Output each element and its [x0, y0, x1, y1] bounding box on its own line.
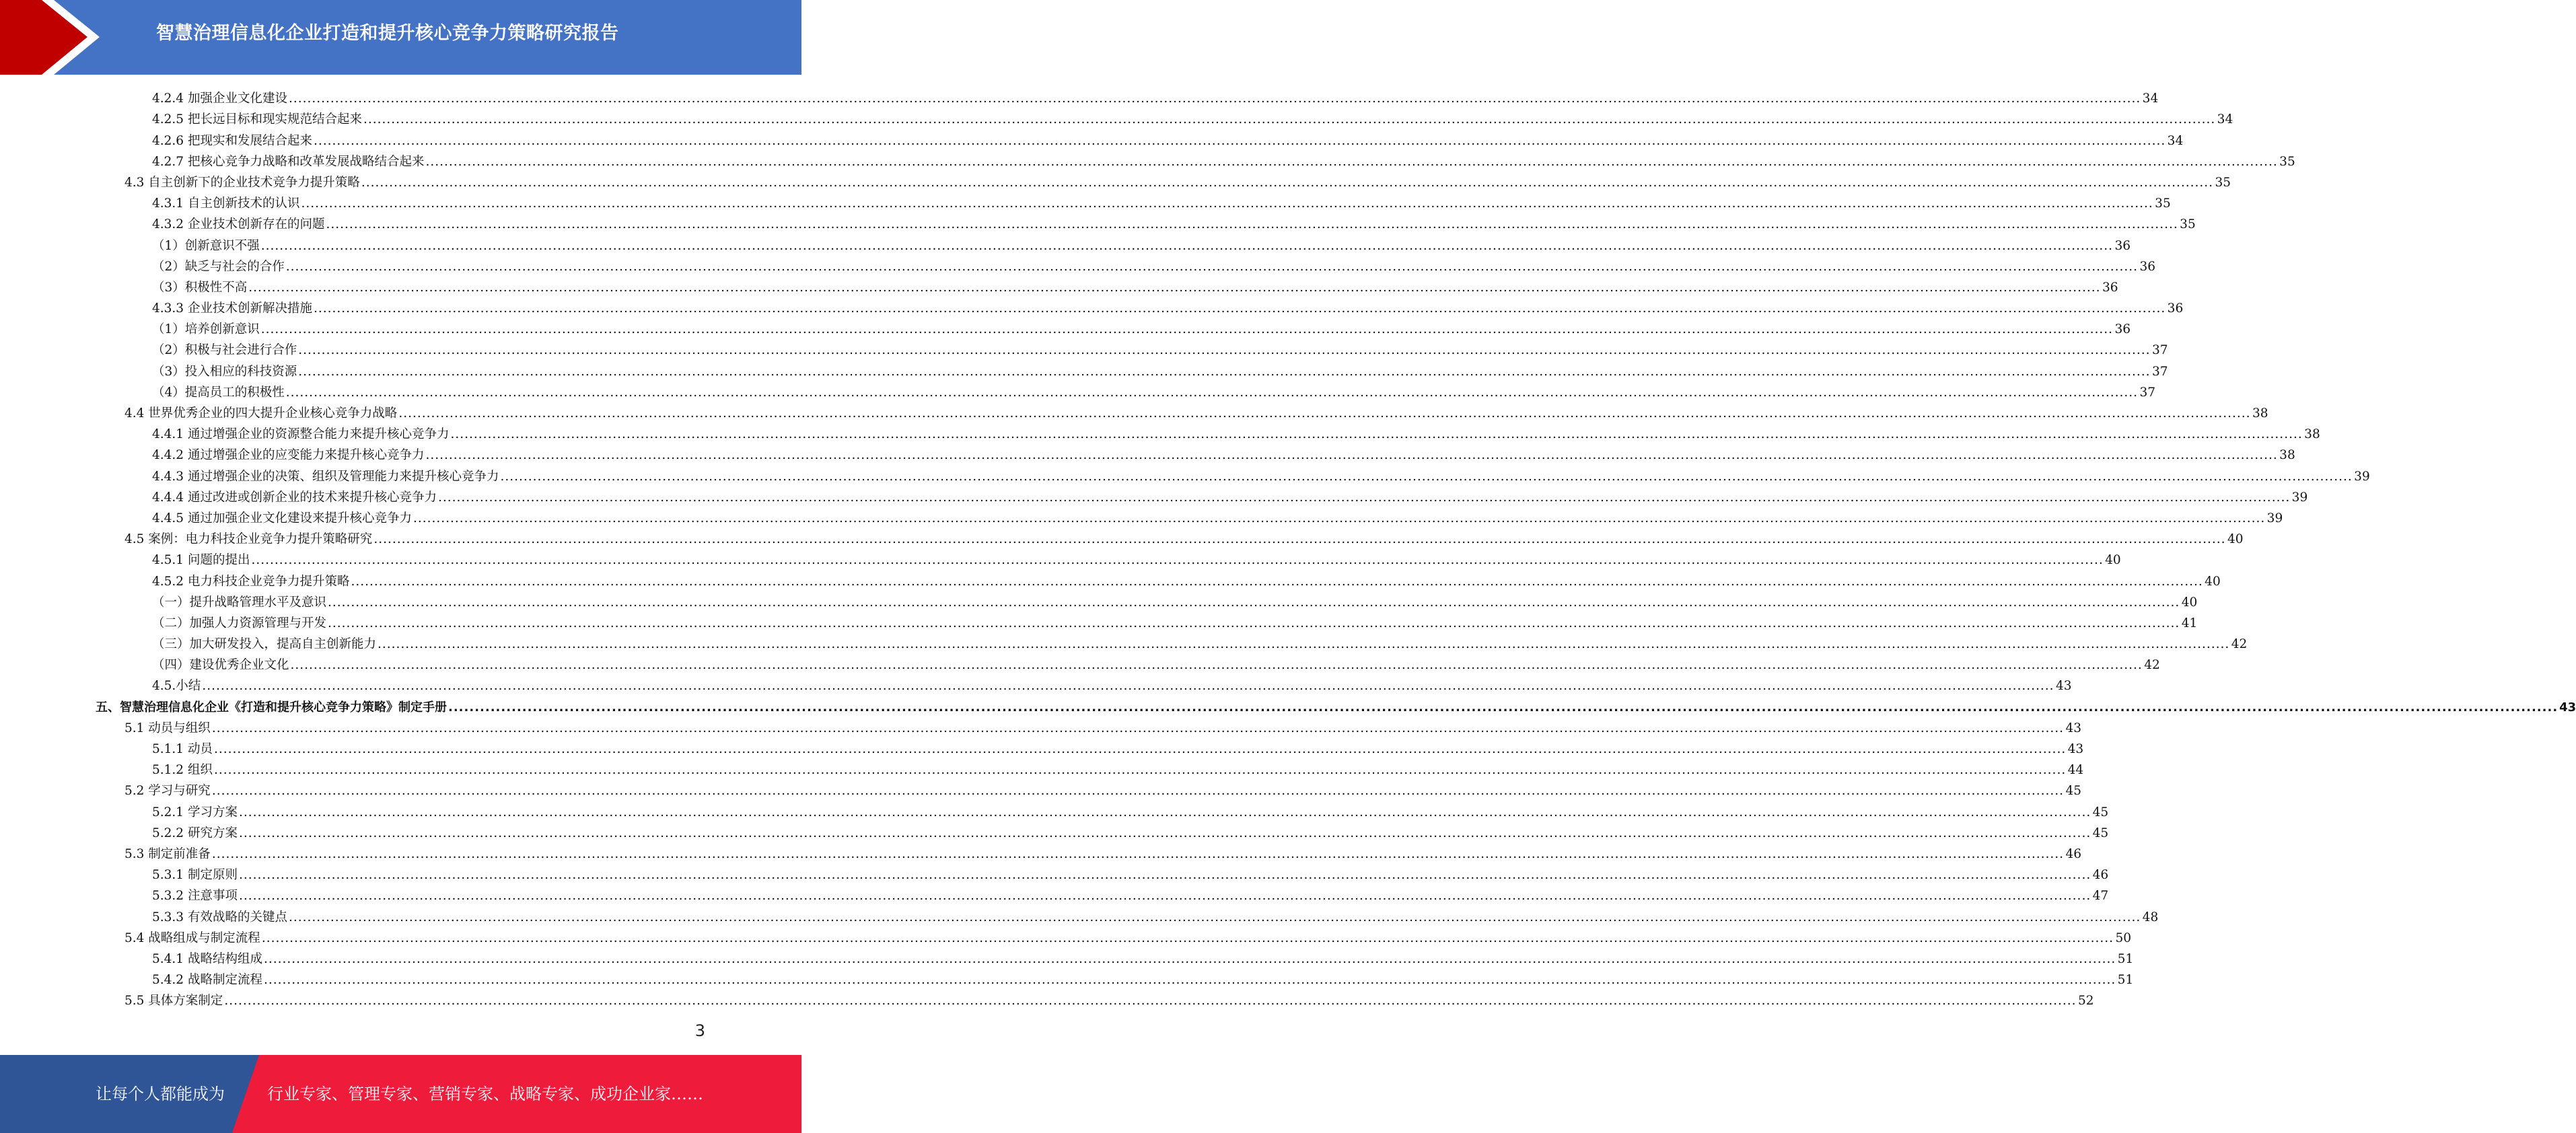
toc-entry-page: 44 — [2067, 763, 2084, 778]
toc-entry-page: 39 — [2266, 511, 2283, 525]
toc-dot-leader: ................................................................................................................................................................................................................................................................................................................................................................................................................ — [425, 448, 2278, 463]
toc-entry-page: 34 — [2217, 112, 2233, 127]
toc-entry[interactable] — [0, 505, 2283, 526]
toc-entry-label: 5.1 动员与组织 — [124, 721, 211, 735]
toc-entry-page: 52 — [2078, 994, 2094, 1009]
toc-entry-label: 4.4.4 通过改进或创新企业的技术来提升核心竞争力 — [152, 490, 437, 505]
toc-entry-label: 4.3.1 自主创新技术的认识 — [152, 196, 300, 211]
toc-entry-label: （二）加强人力资源管理与开发 — [152, 616, 327, 630]
toc-entry-label: （3）投入相应的科技资源 — [152, 364, 297, 379]
toc-entry-label: 5.4.2 战略制定流程 — [152, 973, 262, 988]
toc-entry[interactable] — [0, 568, 2221, 589]
toc-entry-label: 5.4 战略组成与制定流程 — [124, 930, 260, 945]
toc-dot-leader: ................................................................................................................................................................................................................................................................................................................................................................................................................ — [437, 490, 2291, 505]
toc-entry-page: 35 — [2279, 154, 2295, 169]
toc-entry-page: 39 — [2354, 469, 2370, 484]
toc-entry[interactable] — [0, 316, 2131, 337]
toc-entry[interactable] — [0, 799, 2109, 819]
toc-entry-page: 35 — [2155, 196, 2171, 211]
toc-entry[interactable] — [0, 106, 2233, 127]
toc-dot-leader: ................................................................................................................................................................................................................................................................................................................................................................................................................ — [351, 574, 2203, 589]
toc-dot-leader: ................................................................................................................................................................................................................................................................................................................................................................................................................ — [263, 973, 2116, 988]
toc-entry-label: （1）创新意识不强 — [152, 238, 260, 253]
toc-entry[interactable] — [0, 589, 2198, 610]
toc-entry-label: 4.4 世界优秀企业的四大提升企业核心竞争力战略 — [124, 406, 398, 421]
toc-dot-leader: ................................................................................................................................................................................................................................................................................................................................................................................................................ — [248, 280, 2101, 295]
toc-entry[interactable] — [0, 170, 2231, 190]
page-footer — [0, 1055, 801, 1133]
toc-entry-label: 5.4.1 战略结构组成 — [152, 951, 262, 966]
toc-entry-page: 40 — [2227, 532, 2244, 547]
toc-entry[interactable] — [0, 190, 2171, 211]
toc-entry-page: 43 — [2056, 679, 2072, 694]
toc-entry[interactable] — [0, 883, 2109, 904]
toc-entry-page: 38 — [2252, 406, 2268, 421]
toc-dot-leader: ................................................................................................................................................................................................................................................................................................................................................................................................................ — [298, 343, 2151, 358]
toc-entry[interactable] — [0, 778, 2082, 799]
toc-dot-leader: ................................................................................................................................................................................................................................................................................................................................................................................................................ — [288, 92, 2141, 106]
footer-slogan-right: 行业专家、管理专家、营销专家、战略专家、成功企业家…… — [267, 1085, 703, 1103]
toc-dot-leader: ................................................................................................................................................................................................................................................................................................................................................................................................................ — [238, 826, 2091, 840]
toc-entry-label: 4.4.2 通过增强企业的应变能力来提升核心竞争力 — [152, 448, 425, 463]
toc-entry-page: 38 — [2279, 448, 2295, 463]
toc-entry[interactable] — [0, 254, 2156, 275]
toc-dot-leader: ................................................................................................................................................................................................................................................................................................................................................................................................................ — [363, 112, 2216, 127]
toc-dot-leader: ................................................................................................................................................................................................................................................................................................................................................................................................................ — [251, 553, 2104, 568]
toc-entry[interactable] — [0, 211, 2196, 232]
toc-dot-leader: ................................................................................................................................................................................................................................................................................................................................................................................................................ — [361, 175, 2214, 190]
toc-entry-label: 五、智慧治理信息化企业《打造和提升核心竞争力策略》制定手册 — [96, 700, 447, 715]
toc-dot-leader: ................................................................................................................................................................................................................................................................................................................................................................................................................ — [260, 322, 2114, 337]
toc-entry[interactable] — [0, 988, 2094, 1009]
toc-entry[interactable] — [0, 841, 2082, 862]
toc-entry-label: 5.3 制定前准备 — [124, 846, 211, 861]
toc-entry-label: 4.3.3 企业技术创新解决措施 — [152, 301, 312, 316]
toc-dot-leader: ................................................................................................................................................................................................................................................................................................................................................................................................................ — [425, 154, 2278, 169]
toc-entry-page: 43 — [2559, 700, 2576, 715]
toc-entry[interactable] — [0, 610, 2198, 631]
toc-entry-label: （一）提升战略管理水平及意识 — [152, 595, 327, 610]
toc-entry-page: 46 — [2065, 846, 2082, 861]
toc-entry-page: 37 — [2139, 385, 2156, 400]
toc-entry[interactable] — [0, 946, 2134, 967]
toc-entry[interactable] — [0, 652, 2160, 673]
toc-dot-leader: ................................................................................................................................................................................................................................................................................................................................................................................................................ — [238, 805, 2091, 819]
toc-dot-leader: ................................................................................................................................................................................................................................................................................................................................................................................................................ — [285, 385, 2139, 400]
toc-entry-page: 47 — [2092, 889, 2109, 904]
toc-entry-page: 48 — [2142, 910, 2159, 924]
toc-entry-page: 36 — [2167, 301, 2184, 316]
toc-entry-page: 37 — [2151, 343, 2168, 358]
toc-entry-page: 34 — [2142, 92, 2159, 106]
toc-entry-page: 36 — [2114, 238, 2131, 253]
toc-dot-leader: ................................................................................................................................................................................................................................................................................................................................................................................................................ — [413, 511, 2266, 525]
toc-entry-page: 35 — [2215, 175, 2231, 190]
toc-dot-leader: ................................................................................................................................................................................................................................................................................................................................................................................................................ — [202, 679, 2054, 694]
toc-entry-page: 34 — [2167, 133, 2184, 148]
toc-entry-page: 45 — [2065, 784, 2082, 799]
toc-entry-page: 45 — [2092, 826, 2109, 840]
toc-entry-label: 4.5.小结 — [152, 679, 201, 694]
toc-dot-leader: ................................................................................................................................................................................................................................................................................................................................................................................................................ — [313, 133, 2166, 148]
toc-entry-label: 5.2 学习与研究 — [124, 784, 211, 799]
table-of-contents — [0, 85, 2576, 1009]
toc-entry-page: 36 — [2102, 280, 2118, 295]
toc-entry[interactable] — [0, 232, 2131, 253]
toc-entry-page: 50 — [2115, 930, 2132, 945]
toc-entry[interactable] — [0, 442, 2295, 463]
toc-entry[interactable] — [0, 379, 2156, 400]
toc-entry-label: 5.3.2 注意事项 — [152, 889, 238, 904]
toc-dot-leader: ................................................................................................................................................................................................................................................................................................................................................................................................................ — [211, 784, 2065, 799]
toc-entry[interactable] — [0, 400, 2268, 421]
toc-dot-leader: ................................................................................................................................................................................................................................................................................................................................................................................................................ — [285, 259, 2139, 274]
toc-entry[interactable] — [0, 421, 2320, 442]
toc-dot-leader: ................................................................................................................................................................................................................................................................................................................................................................................................................ — [263, 951, 2116, 966]
toc-entry-label: 4.2.6 把现实和发展结合起来 — [152, 133, 312, 148]
toc-entry[interactable] — [0, 694, 2576, 715]
toc-entry-page: 39 — [2291, 490, 2308, 505]
page-header — [0, 0, 801, 75]
toc-entry[interactable] — [0, 149, 2295, 170]
toc-entry-label: 5.2.1 学习方案 — [152, 805, 238, 819]
toc-entry-label: 5.3.3 有效战略的关键点 — [152, 910, 287, 924]
toc-entry-page: 35 — [2180, 217, 2196, 232]
toc-entry[interactable] — [0, 547, 2121, 568]
toc-entry[interactable] — [0, 526, 2244, 547]
toc-entry-label: 4.2.7 把核心竞争力战略和改革发展战略结合起来 — [152, 154, 425, 169]
toc-entry[interactable] — [0, 820, 2109, 841]
toc-entry-label: 5.3.1 制定原则 — [152, 868, 238, 883]
toc-entry-page: 36 — [2114, 322, 2131, 337]
toc-dot-leader: ................................................................................................................................................................................................................................................................................................................................................................................................................ — [398, 406, 2251, 421]
toc-entry-page: 38 — [2304, 427, 2320, 442]
toc-entry-label: 4.4.5 通过加强企业文化建设来提升核心竞争力 — [152, 511, 412, 525]
toc-dot-leader: ................................................................................................................................................................................................................................................................................................................................................................................................................ — [301, 196, 2153, 211]
toc-entry-page: 46 — [2092, 868, 2109, 883]
toc-entry[interactable] — [0, 736, 2084, 757]
toc-entry[interactable] — [0, 463, 2370, 484]
toc-entry-page: 37 — [2151, 364, 2168, 379]
toc-dot-leader: ................................................................................................................................................................................................................................................................................................................................................................................................................ — [238, 889, 2091, 904]
toc-entry-label: （3）积极性不高 — [152, 280, 248, 295]
toc-dot-leader: ................................................................................................................................................................................................................................................................................................................................................................................................................ — [290, 658, 2143, 673]
toc-entry-label: 4.5.2 电力科技企业竞争力提升策略 — [152, 574, 350, 589]
toc-entry[interactable] — [0, 358, 2168, 379]
toc-entry-page: 40 — [2105, 553, 2121, 568]
toc-dot-leader: ................................................................................................................................................................................................................................................................................................................................................................................................................ — [288, 910, 2141, 924]
toc-dot-leader: ................................................................................................................................................................................................................................................................................................................................................................................................................ — [500, 469, 2353, 484]
toc-entry-label: （2）缺乏与社会的合作 — [152, 259, 285, 274]
toc-dot-leader: ................................................................................................................................................................................................................................................................................................................................................................................................................ — [261, 930, 2114, 945]
toc-entry-label: （四）建设优秀企业文化 — [152, 658, 289, 673]
toc-dot-leader: ................................................................................................................................................................................................................................................................................................................................................................................................................ — [238, 868, 2091, 883]
toc-dot-leader: ................................................................................................................................................................................................................................................................................................................................................................................................................ — [450, 427, 2303, 442]
toc-entry[interactable] — [0, 715, 2082, 736]
toc-entry[interactable] — [0, 862, 2109, 883]
toc-dot-leader: ................................................................................................................................................................................................................................................................................................................................................................................................................ — [260, 238, 2114, 253]
toc-entry-page: 42 — [2144, 658, 2160, 673]
toc-entry-page: 51 — [2117, 973, 2134, 988]
toc-entry-label: 4.2.5 把长远目标和现实规范结合起来 — [152, 112, 362, 127]
toc-entry-page: 40 — [2181, 595, 2198, 610]
toc-entry-label: 5.1.1 动员 — [152, 742, 213, 756]
toc-entry-label: 4.3 自主创新下的企业技术竞争力提升策略 — [124, 175, 360, 190]
report-title: 智慧治理信息化企业打造和提升核心竞争力策略研究报告 — [156, 23, 619, 44]
toc-entry-page: 40 — [2205, 574, 2221, 589]
toc-dot-leader: ................................................................................................................................................................................................................................................................................................................................................................................................................ — [224, 994, 2077, 1009]
toc-entry-label: 4.5 案例：电力科技企业竞争力提升策略研究 — [124, 532, 373, 547]
page-number: 3 — [694, 1021, 705, 1040]
toc-entry[interactable] — [0, 127, 2184, 148]
toc-entry-page: 41 — [2181, 616, 2198, 630]
toc-entry-label: 4.3.2 企业技术创新存在的问题 — [152, 217, 325, 232]
toc-dot-leader: ................................................................................................................................................................................................................................................................................................................................................................................................................ — [326, 217, 2178, 232]
toc-entry-label: 4.5.1 问题的提出 — [152, 553, 250, 568]
toc-entry-label: 4.4.3 通过增强企业的决策、组织及管理能力来提升核心竞争力 — [152, 469, 499, 484]
toc-entry-label: 4.4.1 通过增强企业的资源整合能力来提升核心竞争力 — [152, 427, 450, 442]
toc-entry[interactable] — [0, 295, 2184, 316]
toc-entry[interactable] — [0, 757, 2084, 778]
toc-entry-label: （三）加大研发投入，提高自主创新能力 — [152, 637, 377, 652]
toc-entry-label: 4.2.4 加强企业文化建设 — [152, 92, 287, 106]
toc-entry-page: 42 — [2231, 637, 2248, 652]
toc-dot-leader: ................................................................................................................................................................................................................................................................................................................................................................................................................ — [211, 721, 2065, 735]
toc-entry-label: （4）提高员工的积极性 — [152, 385, 285, 400]
toc-entry-label: （2）积极与社会进行合作 — [152, 343, 297, 358]
toc-entry[interactable] — [0, 85, 2159, 106]
toc-entry-page: 51 — [2117, 951, 2134, 966]
toc-entry[interactable] — [0, 967, 2134, 988]
toc-entry-page: 45 — [2092, 805, 2109, 819]
toc-dot-leader: ................................................................................................................................................................................................................................................................................................................................................................................................................ — [298, 364, 2151, 379]
toc-entry-label: （1）培养创新意识 — [152, 322, 260, 337]
toc-dot-leader: ................................................................................................................................................................................................................................................................................................................................................................................................................ — [378, 637, 2230, 652]
toc-dot-leader: ................................................................................................................................................................................................................................................................................................................................................................................................................ — [373, 532, 2226, 547]
toc-entry-page: 43 — [2065, 721, 2082, 735]
toc-entry[interactable] — [0, 337, 2168, 358]
toc-dot-leader: ................................................................................................................................................................................................................................................................................................................................................................................................................ — [448, 700, 2559, 715]
toc-dot-leader: ................................................................................................................................................................................................................................................................................................................................................................................................................ — [213, 763, 2067, 778]
toc-dot-leader: ................................................................................................................................................................................................................................................................................................................................................................................................................ — [213, 742, 2067, 756]
toc-entry[interactable] — [0, 925, 2132, 946]
toc-entry-page: 43 — [2067, 742, 2084, 756]
toc-dot-leader: ................................................................................................................................................................................................................................................................................................................................................................................................................ — [211, 846, 2065, 861]
toc-entry-page: 36 — [2139, 259, 2156, 274]
toc-entry[interactable] — [0, 904, 2159, 924]
toc-entry[interactable] — [0, 631, 2248, 652]
toc-dot-leader: ................................................................................................................................................................................................................................................................................................................................................................................................................ — [313, 301, 2166, 316]
toc-entry[interactable] — [0, 275, 2118, 295]
toc-entry[interactable] — [0, 673, 2072, 694]
footer-slogan-left: 让每个人都能成为 — [96, 1085, 225, 1103]
toc-entry-label: 5.2.2 研究方案 — [152, 826, 238, 840]
toc-entry-label: 5.5 具体方案制定 — [124, 994, 223, 1009]
toc-entry[interactable] — [0, 484, 2308, 505]
toc-entry-label: 5.1.2 组织 — [152, 763, 213, 778]
toc-dot-leader: ................................................................................................................................................................................................................................................................................................................................................................................................................ — [328, 616, 2180, 630]
toc-dot-leader: ................................................................................................................................................................................................................................................................................................................................................................................................................ — [328, 595, 2180, 610]
